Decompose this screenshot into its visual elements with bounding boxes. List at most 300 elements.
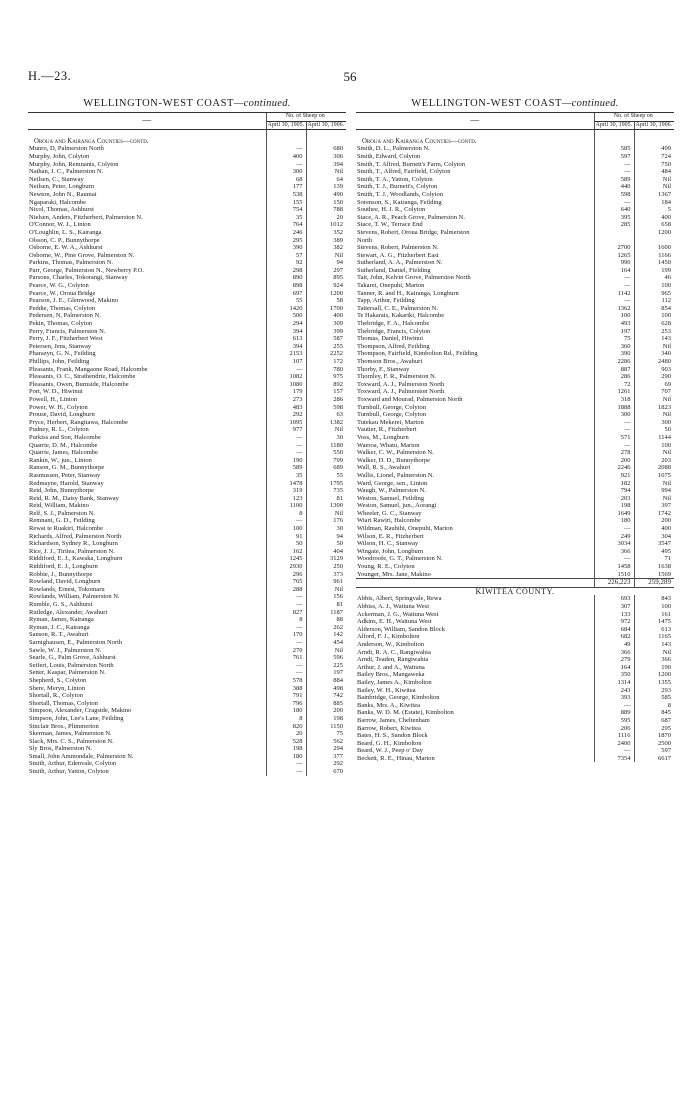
left-header-name: — <box>28 113 266 130</box>
row-name: Tapp, Arthur, Feilding <box>357 297 415 305</box>
row-name: Pearce, W., Oroua Bridge <box>29 289 96 297</box>
row-count-1906: 1795 <box>306 480 346 488</box>
row-count-1906: 200 <box>634 517 674 525</box>
table-row <box>356 434 674 442</box>
row-name: Parkins, Thomas, Palmerston N. <box>29 259 114 267</box>
table-row <box>28 381 346 389</box>
row-name: Toxward, A. J., Palmerston North <box>357 380 445 388</box>
row-name: Beard, W. J., Peep o' Day <box>357 747 423 755</box>
table-row <box>356 540 674 548</box>
table-row <box>356 555 674 563</box>
row-name: Walker, D. D., Bunnythorpe <box>357 456 431 464</box>
table-row <box>28 457 346 465</box>
row-name: Young, R. E., Colyton <box>357 563 415 571</box>
row-name: Rowlands, Ernest, Tokomaru <box>29 585 105 593</box>
table-row <box>356 221 674 229</box>
row-count-1905: 395 <box>594 214 634 222</box>
row-count-1905: — <box>266 624 306 632</box>
row-count-1906: 100 <box>634 603 674 611</box>
row-name: Shortall, Thomas, Colyton <box>29 699 98 707</box>
row-count-1905: — <box>266 593 306 601</box>
series-code: H.—23. <box>28 69 72 83</box>
row-count-1905: 578 <box>266 677 306 685</box>
row-count-1905: 1314 <box>594 679 634 687</box>
row-name: Parsons, Charles, Tokorangi, Stanway <box>29 274 128 282</box>
row-count-1906: Nil <box>634 396 674 404</box>
row-count-1905: 761 <box>266 654 306 662</box>
table-row <box>28 464 346 472</box>
row-count-1905: 180 <box>266 707 306 715</box>
row-count-1906: 884 <box>306 677 346 685</box>
row-count-1906: 297 <box>306 267 346 275</box>
row-count-1905: 1265 <box>594 252 634 260</box>
row-count-1906: 597 <box>634 747 674 755</box>
row-count-1905: 298 <box>266 267 306 275</box>
row-count-1905: 285 <box>594 221 634 229</box>
row-name: Smith, Arthur, Yatton, Colyton <box>29 768 109 776</box>
table-row <box>356 411 674 419</box>
table-row <box>356 404 674 412</box>
row-count-1906: 1165 <box>634 633 674 641</box>
row-name: Munro, D, Palmerston North <box>29 145 104 153</box>
row-count-1905: — <box>594 168 634 176</box>
row-name: Vautier, R., Fitzherbert <box>357 426 417 434</box>
row-name: Ryman, James, Kairanga <box>29 616 94 624</box>
row-count-1906: 377 <box>306 753 346 761</box>
row-count-1906: 670 <box>306 768 346 776</box>
row-count-1906: 2088 <box>634 464 674 472</box>
row-name: Stevens, Robert, Palmerston N. <box>357 244 439 252</box>
left-header-1906: April 30, 1906. <box>306 121 346 130</box>
row-count-1906: 397 <box>634 502 674 510</box>
row-count-1905: 294 <box>266 320 306 328</box>
row-count-1905: 597 <box>594 153 634 161</box>
row-count-1905: 286 <box>594 373 634 381</box>
row-count-1906: 1200 <box>634 671 674 679</box>
row-name: Barrow, Robert, Kiwitea <box>357 724 421 732</box>
table-row <box>356 199 674 207</box>
row-name: Sarnighausen, E., Palmerston North <box>29 638 123 646</box>
table-row <box>356 480 674 488</box>
row-count-1905: 585 <box>594 145 634 153</box>
row-count-1906: 100 <box>634 312 674 320</box>
row-count-1905: 92 <box>266 259 306 267</box>
row-name: Quarrie, D. M., Halcombe <box>29 441 98 449</box>
row-name: Pedersen, N, Palmerston N. <box>29 312 101 320</box>
row-name: Nathan, J. C., Palmerston N. <box>29 168 104 176</box>
row-count-1905: 197 <box>594 328 634 336</box>
row-name: Rewai te Ruakiri, Halcombe <box>29 525 104 533</box>
row-count-1905: — <box>266 768 306 776</box>
row-name: Relf, S. J., Palmerston N. <box>29 509 95 517</box>
table-row <box>356 649 674 657</box>
table-row <box>356 702 674 710</box>
row-count-1905: 155 <box>266 199 306 207</box>
table-row <box>356 373 674 381</box>
row-count-1906: 484 <box>634 168 674 176</box>
table-row <box>356 381 674 389</box>
row-count-1906: 1200 <box>306 290 346 298</box>
row-name: Bailey Bros., Mangaweka <box>357 671 425 679</box>
row-name: Thornley, F. R., Palmerston N. <box>357 373 437 381</box>
row-count-1905: 350 <box>594 671 634 679</box>
row-name: Rumble, G. S., Ashhurst <box>29 601 93 608</box>
row-count-1905: 500 <box>266 312 306 320</box>
table-row <box>28 229 346 237</box>
row-count-1905: 889 <box>594 709 634 717</box>
row-count-1906: 157 <box>306 388 346 396</box>
table-row <box>28 555 346 563</box>
table-row <box>28 480 346 488</box>
row-count-1906: 382 <box>306 244 346 252</box>
row-count-1905: 898 <box>266 282 306 290</box>
row-count-1905: 613 <box>266 335 306 343</box>
row-count-1905: 1420 <box>266 305 306 313</box>
table-row <box>28 685 346 693</box>
row-count-1906: 585 <box>634 694 674 702</box>
table-row <box>28 495 346 503</box>
table-row <box>356 259 674 267</box>
row-name: Shortall, R., Colyton <box>29 692 83 700</box>
row-count-1906: 892 <box>306 381 346 389</box>
table-row <box>28 191 346 199</box>
table-row <box>356 297 674 305</box>
row-count-1906: 184 <box>634 199 674 207</box>
row-count-1906: Nil <box>634 649 674 657</box>
row-name: Arndt, R. A. C., Rangiwahia <box>357 648 431 656</box>
row-count-1906: 400 <box>634 214 674 222</box>
row-count-1905: 2400 <box>594 740 634 748</box>
table-row <box>356 183 674 191</box>
row-count-1905: — <box>266 760 306 768</box>
row-count-1906: 112 <box>634 297 674 305</box>
table-row <box>28 730 346 738</box>
row-count-1906: 292 <box>306 760 346 768</box>
row-count-1905: 180 <box>594 517 634 525</box>
row-count-1905: 400 <box>266 153 306 161</box>
table-row <box>356 740 674 748</box>
row-count-1905: — <box>594 161 634 169</box>
table-row <box>356 679 674 687</box>
row-count-1906: 1870 <box>634 732 674 740</box>
right-header-group: No. of Sheep on <box>594 113 674 122</box>
row-count-1906: 2480 <box>634 358 674 366</box>
row-count-1905: 890 <box>266 274 306 282</box>
row-count-1906: 799 <box>306 457 346 465</box>
row-count-1905: 35 <box>266 472 306 480</box>
row-count-1905: 390 <box>594 350 634 358</box>
table-row <box>28 373 346 381</box>
row-count-1905: 278 <box>594 449 634 457</box>
row-name: Toxward, A. J., Palmerston North <box>357 388 445 396</box>
row-name: Ryman, J. C., Kairanga <box>29 623 90 631</box>
row-count-1905: 684 <box>594 626 634 634</box>
row-name: Thompson, Fairfield, Kimbolton Rd., Feilding <box>357 350 478 358</box>
row-count-1905: 1100 <box>266 502 306 510</box>
table-row <box>28 434 346 442</box>
row-name: Turnbull, George, Colyton <box>357 411 426 419</box>
row-count-1905: 493 <box>594 320 634 328</box>
row-count-1906: 562 <box>306 738 346 746</box>
row-count-1905: 1142 <box>594 290 634 298</box>
table-row <box>28 153 346 161</box>
table-row <box>356 563 674 571</box>
row-name: Adkins, E. H., Waituna West <box>357 618 432 626</box>
row-name: Thebridge, Francis, Colyton <box>357 327 431 335</box>
row-count-1905: 794 <box>594 487 634 495</box>
row-count-1906: 176 <box>306 517 346 525</box>
row-count-1905: 179 <box>266 388 306 396</box>
table-row <box>356 312 674 320</box>
row-count-1906: Nil <box>306 168 346 176</box>
row-name: Abbis, Albert, Springvale, Rewa <box>357 595 442 603</box>
row-count-1905: 8 <box>266 616 306 624</box>
row-name: Turnbull, George, Colyton <box>357 403 426 411</box>
row-name: Thomson Bros., Awahuri <box>357 358 423 365</box>
row-count-1905: 693 <box>594 595 634 603</box>
row-name: Prouse, David, Longburn <box>29 411 95 419</box>
row-count-1906: 454 <box>306 639 346 647</box>
table-row <box>356 755 674 763</box>
row-name: Small, John Ammondale, Palmerston N. <box>29 752 134 760</box>
row-count-1906: 965 <box>634 290 674 298</box>
table-row <box>356 709 674 717</box>
row-name: Banks, W. D. M. (Estate), Kimbolton <box>357 709 454 717</box>
row-count-1906: Nil <box>306 510 346 518</box>
table-row <box>28 669 346 677</box>
row-count-1905: 1649 <box>594 510 634 518</box>
table-row <box>356 487 674 495</box>
row-name: Ngaparaki, Halcombe <box>29 198 87 206</box>
row-count-1906: 340 <box>634 350 674 358</box>
row-count-1906: 197 <box>306 669 346 677</box>
table-row <box>28 183 346 191</box>
row-count-1905: — <box>594 747 634 755</box>
row-name: Redmayne, Harold, Stanway <box>29 479 104 487</box>
table-row <box>28 571 346 579</box>
row-count-1905: 49 <box>594 641 634 649</box>
row-count-1905: 820 <box>266 723 306 731</box>
row-count-1905: 288 <box>266 586 306 594</box>
row-count-1905: 182 <box>594 480 634 488</box>
row-count-1906: 81 <box>306 495 346 503</box>
row-count-1906: 198 <box>306 715 346 723</box>
row-name: Wallis, Lionel, Palmerston N. <box>357 471 435 479</box>
table-row <box>28 760 346 768</box>
table-row <box>356 176 674 184</box>
row-count-1905: 1095 <box>266 419 306 427</box>
row-count-1906: 366 <box>634 656 674 664</box>
row-name: Sinclair Bros., Plimmerton <box>29 722 99 730</box>
row-count-1905: 2246 <box>594 464 634 472</box>
row-count-1906: 495 <box>634 548 674 556</box>
row-count-1905: 20 <box>266 730 306 738</box>
row-count-1906: 400 <box>306 312 346 320</box>
table-row <box>356 161 674 169</box>
row-name: Perry, Francis, Palmerston N. <box>29 327 106 335</box>
row-count-1906: 885 <box>306 700 346 708</box>
row-count-1905: 296 <box>266 571 306 579</box>
row-name: Wheeler, G. C., Stanway <box>357 509 422 517</box>
table-row <box>28 267 346 275</box>
table-row <box>28 472 346 480</box>
row-count-1906: 6617 <box>634 755 674 763</box>
row-name: Sutherland, A. A., Palmerston N. <box>357 259 443 267</box>
row-name: Reid, R. M., Daisy Bank, Stanway <box>29 494 119 502</box>
row-count-1905: — <box>594 555 634 563</box>
right-header-1905: April 30, 1905. <box>594 121 634 130</box>
row-count-1905: 360 <box>594 343 634 351</box>
row-count-1906: 1355 <box>634 679 674 687</box>
row-name: Shepherd, S., Colyton <box>29 676 87 684</box>
table-row <box>356 206 674 214</box>
table-row <box>356 237 674 245</box>
row-name: Sanson, R. T., Awahuri <box>29 631 89 639</box>
row-count-1905: 164 <box>594 664 634 672</box>
row-count-1905: 300 <box>266 168 306 176</box>
row-count-1905: 1116 <box>594 732 634 740</box>
table-row <box>356 252 674 260</box>
table-row <box>356 358 674 366</box>
row-count-1905: 538 <box>266 191 306 199</box>
row-count-1906: 142 <box>306 631 346 639</box>
row-name: Smith, T. J., Woodlands, Colyton <box>357 190 443 198</box>
row-count-1905: 394 <box>266 343 306 351</box>
row-name: Arndt, Teaden, Rangiwahia <box>357 656 429 664</box>
row-name: Bates, H. S., Sandon Block <box>357 732 428 740</box>
row-count-1905: — <box>594 525 634 533</box>
row-count-1906: 306 <box>306 153 346 161</box>
row-count-1905: 1888 <box>594 404 634 412</box>
row-name: Pryce, Herbert, Rangitawa, Halcombe <box>29 418 128 426</box>
row-count-1905: 796 <box>266 700 306 708</box>
row-count-1906: 707 <box>634 388 674 396</box>
table-row <box>28 320 346 328</box>
row-name: Weston, Samuel, Feilding <box>357 494 424 502</box>
table-row <box>28 366 346 374</box>
table-row <box>356 510 674 518</box>
row-count-1905: 68 <box>266 176 306 184</box>
row-name: O'Connor, W. J., Linton <box>29 221 91 229</box>
row-count-1905: 1082 <box>266 373 306 381</box>
row-count-1905: 528 <box>266 738 306 746</box>
row-name: Smith, Edward, Colyton <box>357 152 421 160</box>
row-count-1906: 373 <box>306 571 346 579</box>
row-count-1906: Nil <box>634 480 674 488</box>
left-header-1905: April 30, 1905. <box>266 121 306 130</box>
row-count-1906: 903 <box>634 366 674 374</box>
row-name: Setter, Kaspar, Palmerston N. <box>29 669 106 677</box>
row-count-1906: 293 <box>634 687 674 695</box>
table-row <box>356 694 674 702</box>
row-name: Power, W. H., Colyton <box>29 403 88 411</box>
row-count-1906: 88 <box>306 616 346 624</box>
row-count-1906: 598 <box>306 404 346 412</box>
row-name: Murphy, John, Colyton <box>29 152 90 160</box>
table-row <box>28 593 346 601</box>
table-row <box>28 176 346 184</box>
table-row <box>28 297 346 305</box>
table-row <box>28 199 346 207</box>
page-number: 56 <box>343 69 357 84</box>
left-column-title: WELLINGTON-WEST COAST—continued. <box>83 98 291 109</box>
row-count-1905: 177 <box>266 183 306 191</box>
row-count-1905: — <box>266 517 306 525</box>
table-row <box>28 388 346 396</box>
row-name: Richards, Alfred, Palmerston North <box>29 532 122 540</box>
row-count-1906: 1300 <box>306 502 346 510</box>
row-name: Thebridge, F. A., Halcombe <box>357 320 430 328</box>
row-name: Bailey, W. H., Kiwitea <box>357 686 416 694</box>
row-name: Slack, Mrs. C. S., Palmerston N. <box>29 737 114 745</box>
row-count-1906: 75 <box>306 730 346 738</box>
row-name: North <box>357 236 373 244</box>
table-row <box>28 502 346 510</box>
row-count-1905: — <box>266 662 306 670</box>
row-name: Thompson, Alfred, Feilding <box>357 342 430 350</box>
row-count-1906: 139 <box>306 183 346 191</box>
table-row <box>356 717 674 725</box>
table-row <box>28 214 346 222</box>
table-row <box>28 639 346 647</box>
row-count-1905: 598 <box>594 191 634 199</box>
table-row <box>28 745 346 753</box>
right-column <box>356 96 674 762</box>
row-name: Smith, T. J., Burnett's, Colyton <box>357 183 438 191</box>
row-count-1906: 389 <box>306 237 346 245</box>
row-name: Seifert, Louis, Palmerston North <box>29 661 114 669</box>
row-count-1905: 72 <box>594 381 634 389</box>
row-count-1906: 724 <box>634 153 674 161</box>
row-name: Anderson, W., Kimbolton <box>357 640 424 648</box>
row-name: Weston, Samuel, jun., Aorangi <box>357 502 437 510</box>
right-header-name: — <box>356 113 594 130</box>
row-count-1906: Nil <box>634 183 674 191</box>
row-count-1906: 262 <box>306 624 346 632</box>
row-count-1905: 50 <box>266 540 306 548</box>
row-count-1906: 895 <box>306 274 346 282</box>
row-count-1906: 498 <box>306 685 346 693</box>
row-count-1906: 190 <box>634 664 674 672</box>
row-name: Alderson, William, Sandon Block <box>357 625 445 633</box>
row-name: Alford, F. J., Kimbolton <box>357 633 420 641</box>
row-name: Neilsen, Peter, Longburn <box>29 183 95 191</box>
row-count-1905: 440 <box>594 183 634 191</box>
table-row <box>356 603 674 611</box>
row-count-1905: — <box>266 442 306 450</box>
table-row <box>356 290 674 298</box>
table-row <box>356 687 674 695</box>
row-count-1905: 887 <box>594 366 634 374</box>
row-count-1906: 750 <box>634 161 674 169</box>
row-count-1905: 133 <box>594 611 634 619</box>
row-count-1906: 680 <box>306 145 346 153</box>
row-count-1905: 765 <box>266 578 306 586</box>
row-name: Simpson, John, Lee's Lane, Feilding <box>29 714 124 722</box>
row-name: Beard, G. H., Kimbolton <box>357 739 422 747</box>
row-count-1906: 1638 <box>634 563 674 571</box>
table-row <box>356 502 674 510</box>
row-name: Nicol, Thomas, Ashhurst <box>29 206 94 214</box>
row-count-1905: 483 <box>266 404 306 412</box>
row-count-1906: 2252 <box>306 350 346 358</box>
row-count-1906: 399 <box>306 328 346 336</box>
table-row <box>356 517 674 525</box>
row-name: Rice, J. J., Tiritea, Palmerston N. <box>29 547 115 555</box>
row-name: Pleasants, Frank, Mangaone Road, Halcombe <box>29 365 148 373</box>
row-count-1906: 143 <box>634 641 674 649</box>
table-row <box>28 206 346 214</box>
